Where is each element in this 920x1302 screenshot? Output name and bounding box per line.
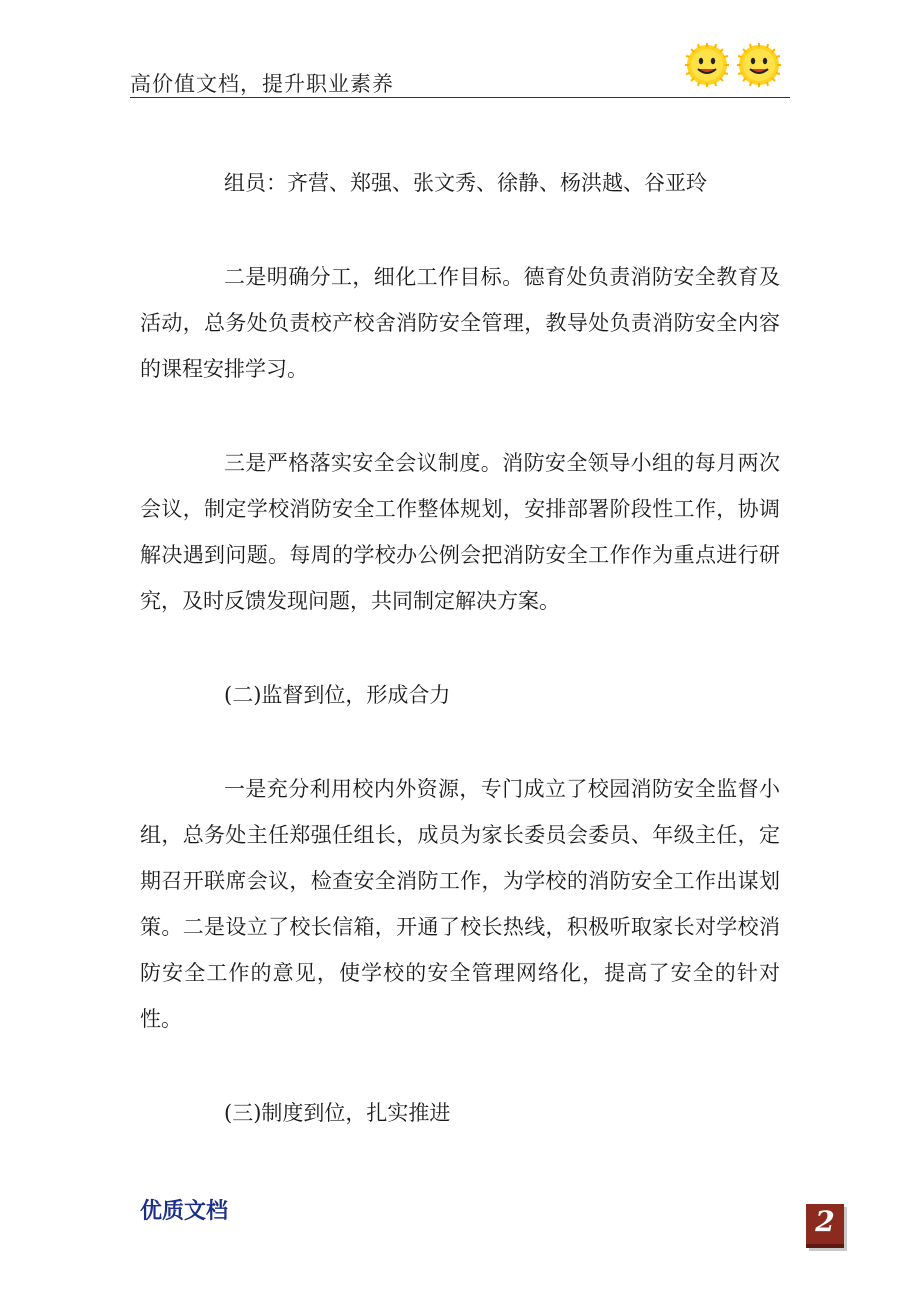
header-divider — [130, 97, 790, 98]
body-paragraph: 二是明确分工，细化工作目标。德育处负责消防安全教育及活动，总务处负责校产校舍消防安全管理，教导处负责消防安全内容的课程安排学习。 — [140, 265, 780, 381]
footer-label: 优质文档 — [140, 1199, 229, 1224]
page-number-underline — [806, 1244, 844, 1248]
document-body — [140, 160, 780, 1136]
section-heading: (三)制度到位，扎实推进 — [224, 1101, 451, 1125]
header-title: 高价值文档，提升职业素养 — [130, 72, 394, 96]
members-paragraph: 组员：齐营、郑强、张文秀、徐静、杨洪越、谷亚玲 — [224, 171, 707, 195]
header-decoration — [684, 42, 784, 90]
smiley-face-icon — [684, 42, 730, 88]
page-number: 2 — [815, 1205, 835, 1238]
body-paragraph: 三是严格落实安全会议制度。消防安全领导小组的每月两次会议，制定学校消防安全工作整体规划，安排部署阶段性工作，协调解决遇到问题。每周的学校办公例会把消防安全工作作为重点进行研究，及时反馈发现问题，共同制定解决方案。 — [140, 451, 780, 613]
page-number-badge — [806, 1204, 844, 1248]
body-paragraph: 一是充分利用校内外资源，专门成立了校园消防安全监督小组，总务处主任郑强任组长，成员为家长委员会委员、年级主任，定期召开联席会议，检查安全消防工作，为学校的消防安全工作出谋划策。二是设立了校长信箱，开通了校长热线，积极听取家长对学校消防安全工作的意见，使学校的安全管理网络化，提高了安全的针对性。 — [140, 777, 780, 1031]
section-heading: (二)监督到位，形成合力 — [224, 683, 451, 707]
smiley-face-icon — [736, 42, 782, 88]
